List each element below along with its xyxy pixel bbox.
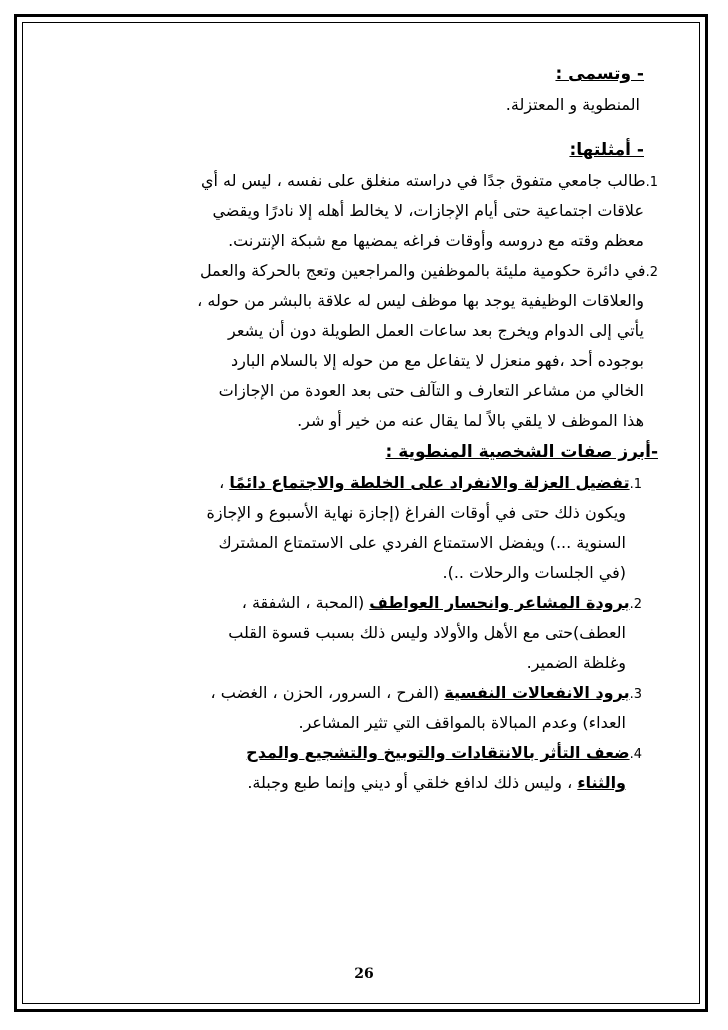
trait-1-line-3: السنوية ...) ويفضل الاستمتاع الفردي على الاستمتاع المشترك [218,533,626,552]
example-2-line-5: الخالي من مشاعر التعارف و التآلف حتى بعد العودة من الإجازات [218,381,644,400]
trait-4-line-2 [72,768,644,798]
trait-1-line-2: ويكون ذلك حتى في أوقات الفراغ (إجازة نهاية الأسبوع و الإجازة [206,503,626,522]
trait-2-line-2: العطف)حتى مع الأهل والأولاد وليس ذلك بسبب قسوة القلب [228,623,626,642]
trait-3-number: 3. [629,687,642,702]
trait-4-line-1 [72,738,644,768]
example-2-line-3: يأتي إلى الدوام ويخرج بعد ساعات العمل الطويلة دون أن يشعر [228,321,644,340]
trait-4-title-cont: والثناء [577,773,626,792]
naming-text: المنطوية و المعتزلة. [505,95,640,114]
trait-2-number: 2. [629,597,642,612]
trait-4-rest: ، وليس ذلك لدافع خلقي أو ديني وإنما طبع وجبلة. [247,773,578,792]
example-2-line-2: والعلاقات الوظيفية يوجد بها موظف ليس له علاقة بالبشر من حوله ، [197,291,644,310]
trait-4-title: ضعف التأثر بالانتقادات والتوبيخ والتشجيع والمدح [246,743,630,762]
example-2-text: في دائرة حكومية مليئة بالموظفين والمراجعين وتعج بالحركة والعمل [199,261,646,280]
trait-2-line-3: وغلظة الضمير. [526,653,626,672]
spacer [72,120,644,134]
example-1-number: 1. [645,175,658,190]
trait-4-number: 4. [629,747,642,762]
traits-heading: -أبرز صفات الشخصية المنطوية : [385,442,658,462]
examples-heading: - أمثلتها: [569,140,644,160]
example-1-text: طالب جامعي متفوق جدًا في دراسته منغلق على نفسه ، ليس له أي [200,171,646,190]
trait-3-title: برود الانفعالات النفسية [444,683,630,702]
example-1-line-1 [72,166,658,196]
trait-2-line-1 [72,588,644,618]
trait-3-line-2: العداء) وعدم المبالاة بالمواقف التي تثير المشاعر. [298,713,626,732]
example-2-line-4: بوجوده أحد ،فهو منعزل لا يتفاعل مع من حوله إلا بالسلام البارد [231,351,644,370]
trait-1-number: 1. [629,477,642,492]
example-1-line-3: معظم وقته مع دروسه وأوقات فراغه يمضيها مع شبكة الإنترنت. [228,231,644,250]
page-number: 26 [354,966,374,982]
trait-1-rest: ، [219,473,230,492]
example-2-line-1 [72,256,658,286]
example-1-line-2: علاقات اجتماعية حتى أيام الإجازات، لا يخالط أهله إلا نادرًا ويقضي [212,201,644,220]
trait-1-line-4: (في الجلسات والرحلات ..). [442,563,626,582]
naming-heading: - وتسمى : [555,64,644,84]
trait-1-title: تفضيل العزلة والانفراد على الخلطة والاجتماع دائمًا [229,473,630,492]
trait-3-line-1 [72,678,644,708]
example-2-number: 2. [645,265,658,280]
trait-2-title: برودة المشاعر وانحسار العواطف [369,593,630,612]
trait-2-rest: (المحبة ، الشفقة ، [241,593,370,612]
trait-3-rest: (الفرح ، السرور، الحزن ، الغضب ، [210,683,445,702]
example-2-line-6: هذا الموظف لا يلقي بالاً لما يقال عنه من خير أو شر. [297,411,644,430]
document-body [72,58,658,798]
trait-1-line-1 [72,468,644,498]
